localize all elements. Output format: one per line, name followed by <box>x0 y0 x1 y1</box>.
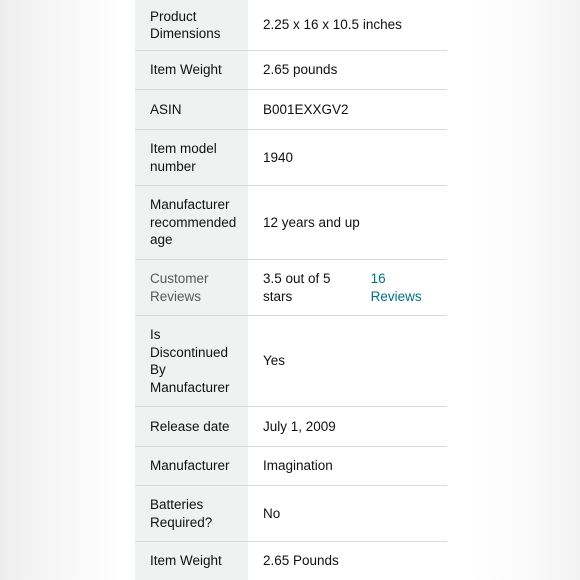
row-item-model-number <box>135 130 447 186</box>
row-value: 2.25 x 16 x 10.5 inches <box>263 17 402 33</box>
row-release-date <box>135 407 447 447</box>
row-value: July 1, 2009 <box>263 418 336 434</box>
row-value-container <box>248 260 447 315</box>
row-label: Item Weight <box>135 51 248 89</box>
row-label: Item model number <box>135 130 248 185</box>
row-label: Is Discontinued By Manufacturer <box>135 316 248 406</box>
row-label: Manufacturer recommended age <box>135 186 248 259</box>
row-label: ASIN <box>135 90 248 129</box>
row-product-dimensions <box>135 0 447 51</box>
row-asin <box>135 90 447 130</box>
row-item-weight-2 <box>135 542 447 580</box>
row-label: Batteries Required? <box>135 486 248 541</box>
product-details-table <box>135 0 447 580</box>
row-value: 12 years and up <box>263 214 360 230</box>
row-value: 1940 <box>263 149 294 165</box>
row-value: B001EXXGV2 <box>263 101 349 117</box>
row-item-weight <box>135 51 447 90</box>
row-customer-reviews <box>135 260 447 316</box>
row-label: Manufacturer <box>135 447 248 485</box>
rating-text: 3.5 out of 5 stars <box>263 271 331 304</box>
row-recommended-age <box>135 186 447 260</box>
row-label: Release date <box>135 407 248 446</box>
row-value: Yes <box>263 353 286 369</box>
row-batteries-required <box>135 486 447 542</box>
reviews-link[interactable]: 16 Reviews <box>370 271 422 304</box>
row-label: Customer Reviews <box>135 260 248 315</box>
row-label: Item Weight <box>135 542 248 580</box>
row-value: No <box>263 505 281 521</box>
row-value: Imagination <box>263 458 333 474</box>
row-value: 2.65 Pounds <box>263 553 339 569</box>
row-label: Product Dimensions <box>135 0 248 50</box>
row-is-discontinued <box>135 316 447 407</box>
row-value: 2.65 pounds <box>263 62 338 78</box>
row-manufacturer <box>135 447 447 486</box>
